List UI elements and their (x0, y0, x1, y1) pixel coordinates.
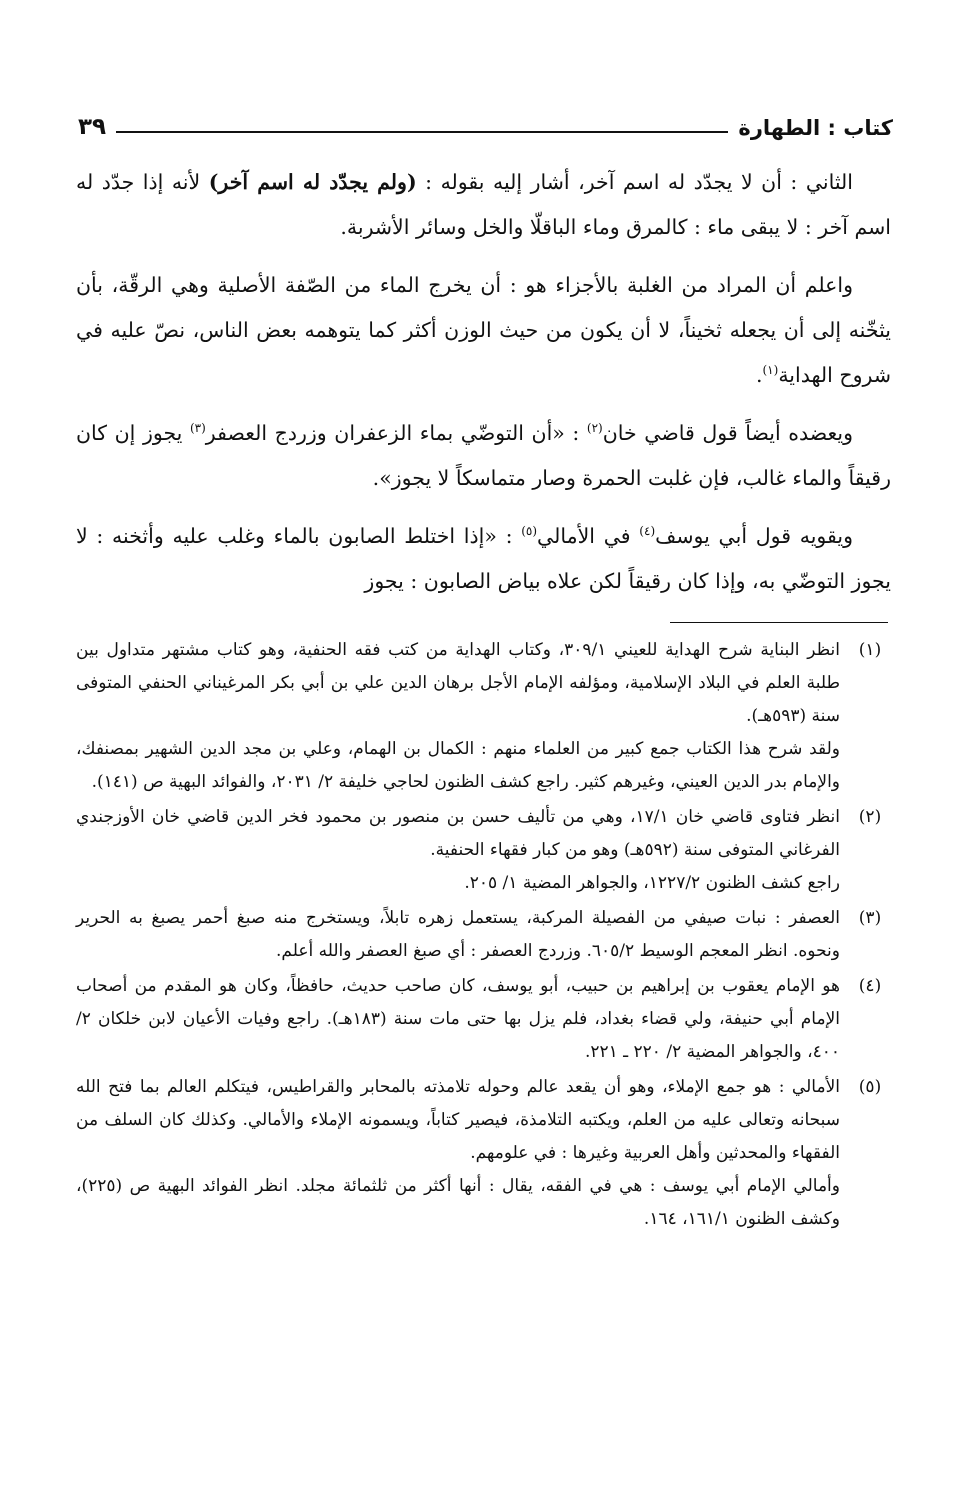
paragraph-1-lead: الثاني : أن لا يجدّد له اسم آخر، أشار إليه بقوله : (416, 170, 853, 194)
footnote-ref-1[interactable]: (١) (762, 363, 779, 378)
paragraph-1 (76, 160, 891, 250)
page-number: ٣٩ (78, 114, 107, 140)
paragraph-2 (76, 263, 891, 398)
footnote-number: (٣) (858, 908, 882, 928)
footnote-ref-4[interactable]: (٤) (639, 524, 656, 539)
paragraph-3-c: يجوز إن كان رقيقاً والماء غالب، فإن غلبت الحمرة وصار متماسكاً لا يجوز». (76, 421, 891, 490)
footnote-5 (76, 1071, 896, 1236)
footnote-text: انظر فتاوى قاضي خان ١٧/١، وهي من تأليف حسن بن منصور بن محمود فخر الدين قاضي خان الأوزجندي الفرغاني المتوفى سنة (٥٩٢هـ) وهو من كبار فقهاء الحنفية. (76, 807, 841, 860)
paragraph-4-b: في الأمالي (537, 524, 640, 548)
footnote-1 (76, 634, 896, 799)
footnote-ref-5[interactable]: (٥) (521, 524, 538, 539)
footnote-number: (٤) (858, 976, 882, 996)
footnotes (76, 634, 896, 1238)
header-rule (116, 131, 728, 133)
paragraph-3-b: : «أن التوضّي بماء الزعفران وزردج العصفر (205, 421, 587, 445)
footnote-ref-3[interactable]: (٣) (189, 421, 206, 436)
footnote-number: (١) (858, 640, 882, 660)
footnote-text: الأمالي : هو جمع الإملاء، وهو أن يقعد عالم وحوله تلامذته بالمحابر والقراطيس، فيتكلم العالم بما فتح الله سبحانه وتعالى عليه من العلم، ويكتبه التلامذة، فيصير كتاباً، ويسمونه الإملاء والأمالي. وكذلك كان السلف من الفقهاء والمحدثين وأهل العربية وغيرها : في علومهم. (76, 1077, 840, 1163)
footnote-2 (76, 801, 896, 900)
footnote-ref-2[interactable]: (٢) (586, 421, 603, 436)
footnote-text: العصفر : نبات صيفي من الفصيلة المركبة، يستعمل زهره تابلاً، ويستخرج منه صبغ أحمر يصبغ به الحرير ونحوه. انظر المعجم الوسيط ٦٠٥/٢. وزردج العصفر : أي صبغ العصفر والله أعلم. (76, 908, 840, 961)
paragraph-2-end: . (755, 363, 763, 387)
footnote-separator (670, 622, 888, 623)
footnote-text: وأمالي الإمام أبي يوسف : هي في الفقه، يقال : أنها أكثر من ثلثمائة مجلد. انظر الفوائد البهية ص (٢٢٥)، وكشف الظنون ١٦١/١، ١٦٤. (76, 1176, 840, 1229)
footnote-text: ولقد شرح هذا الكتاب جمع كبير من العلماء منهم : الكمال بن الهمام، وعلي بن مجد الدين الشهير بمصنفك، والإمام بدر الدين العيني، وغيرهم كثير. راجع كشف الظنون لحاجي خليفة ٢/ ٢٠٣١، والفوائد البهية ص (١٤١). (76, 739, 840, 792)
chapter-title: كتاب : الطهارة (738, 116, 893, 140)
main-text (76, 160, 891, 617)
footnote-number: (٥) (858, 1077, 882, 1097)
footnote-number: (٢) (858, 807, 882, 827)
footnote-text: راجع كشف الظنون ١٢٢٧/٢، والجواهر المضية ١/ ٢٠٥. (464, 873, 840, 893)
footnote-3 (76, 902, 896, 968)
paragraph-4 (76, 514, 891, 604)
footnote-text: هو الإمام يعقوب بن إبراهيم بن حبيب، أبو يوسف، كان صاحب حديث، حافظاً، وكان هو المقدم من أصحاب الإمام أبي حنيفة، ولي قضاء بغداد، فلم يزل بها حتى مات سنة (١٨٣هـ). راجع وفيات الأعيان لابن خلكان ٢/ ٤٠٠، والجواهر المضية ٢/ ٢٢٠ ـ ٢٢١. (76, 976, 840, 1062)
running-header (78, 104, 893, 140)
paragraph-4-a: ويقويه قول أبي يوسف (655, 524, 853, 548)
paragraph-2-text: واعلم أن المراد من الغلبة بالأجزاء هو : أن يخرج الماء من الصّفة الأصلية وهي الرقّة، بأن يثخّنه إلى أن يجعله ثخيناً، لا أن يكون من حيث الوزن أكثر كما يتوهمه بعض الناس، نصّ عليه في شروح الهداية (76, 273, 891, 387)
footnote-4 (76, 970, 896, 1069)
paragraph-1-rest: لأنه إذا جدّد له اسم آخر : لا يبقى ماء : كالمرق وماء الباقلّا والخل وسائر الأشربة. (76, 170, 891, 239)
paragraph-3 (76, 411, 891, 501)
paragraph-4-c: : «إذا اختلط الصابون بالماء وغلب عليه وأثخنه : لا يجوز التوضّي به، وإذا كان رقيقاً لكن علاه بياض الصابون : يجوز (76, 524, 891, 593)
paragraph-3-a: ويعضده أيضاً قول قاضي خان (602, 421, 853, 445)
paragraph-1-quote: (ولم يجدّد له اسم آخر) (208, 170, 417, 194)
footnote-text: انظر البناية شرح الهداية للعيني ٣٠٩/١، وكتاب الهداية من كتب فقه الحنفية، وهو كتاب مشتهر متداول بين طلبة العلم في البلاد الإسلامية، ومؤلفه الإمام الأجل برهان الدين علي بن أبي بكر المرغيناني الحنفي المتوفى سنة (٥٩٣هـ). (76, 640, 840, 726)
